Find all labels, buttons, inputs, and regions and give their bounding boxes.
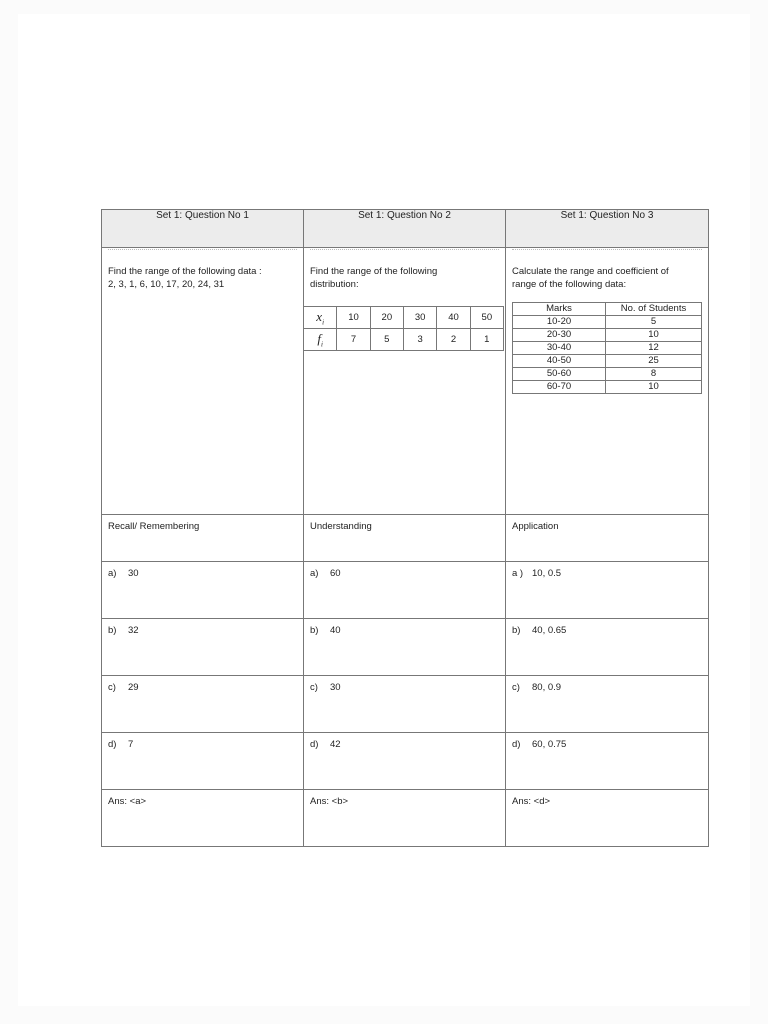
answer-row xyxy=(102,790,709,847)
students-cell: 12 xyxy=(606,342,702,355)
students-cell: 25 xyxy=(606,355,702,368)
option-cell xyxy=(102,676,304,733)
option-value: 10, 0.5 xyxy=(532,568,562,579)
x-value: 40 xyxy=(437,307,470,329)
option-letter: d) xyxy=(310,739,319,750)
students-cell: 10 xyxy=(606,329,702,342)
header-q3: Set 1: Question No 3 xyxy=(506,210,709,248)
level-q1 xyxy=(102,515,304,562)
option-cell xyxy=(304,619,506,676)
marks-header-row xyxy=(513,303,702,316)
option-cell xyxy=(304,562,506,619)
option-value: 80, 0.9 xyxy=(532,682,562,693)
f-value: 7 xyxy=(337,329,370,351)
header-q2: Set 1: Question No 2 xyxy=(304,210,506,248)
marks-cell: 40-50 xyxy=(513,355,606,368)
header-row xyxy=(102,210,709,248)
option-value: 7 xyxy=(128,739,134,750)
x-label: $x_i$ xyxy=(304,307,337,329)
option-value: 30 xyxy=(330,682,341,693)
marks-row xyxy=(513,368,702,381)
f-value: 3 xyxy=(403,329,436,351)
option-cell xyxy=(506,676,709,733)
marks-row xyxy=(513,381,702,394)
marks-cell: 60-70 xyxy=(513,381,606,394)
option-value: 60 xyxy=(330,568,341,579)
question-1-line2: 2, 3, 1, 6, 10, 17, 20, 24, 31 xyxy=(108,279,225,290)
f-label: $f_i$ xyxy=(304,329,337,351)
level-label: Understanding xyxy=(310,521,372,532)
answer-text: Ans: <a> xyxy=(108,796,147,807)
marks-row xyxy=(513,316,702,329)
option-value: 40, 0.65 xyxy=(532,625,567,636)
header-q1: Set 1: Question No 1 xyxy=(102,210,304,248)
question-2-line2: distribution: xyxy=(310,279,359,290)
marks-table xyxy=(512,302,702,394)
option-letter: c) xyxy=(512,682,520,693)
option-row-a xyxy=(102,562,709,619)
option-row-b xyxy=(102,619,709,676)
option-cell xyxy=(102,733,304,790)
students-cell: 5 xyxy=(606,316,702,329)
students-col-header: No. of Students xyxy=(606,303,702,316)
option-value: 40 xyxy=(330,625,341,636)
distribution-table xyxy=(303,306,504,351)
marks-cell: 30-40 xyxy=(513,342,606,355)
marks-row xyxy=(513,342,702,355)
f-value: 1 xyxy=(470,329,503,351)
level-q3 xyxy=(506,515,709,562)
x-value: 10 xyxy=(337,307,370,329)
question-3-line1: Calculate the range and coefficient of xyxy=(512,266,669,277)
option-row-c xyxy=(102,676,709,733)
option-value: 30 xyxy=(128,568,139,579)
option-cell xyxy=(506,619,709,676)
option-letter: a) xyxy=(310,568,319,579)
answer-cell xyxy=(506,790,709,847)
option-value: 42 xyxy=(330,739,341,750)
marks-cell: 50-60 xyxy=(513,368,606,381)
option-cell xyxy=(304,733,506,790)
marks-row xyxy=(513,329,702,342)
option-cell xyxy=(304,676,506,733)
marks-cell: 20-30 xyxy=(513,329,606,342)
level-row xyxy=(102,515,709,562)
option-value: 29 xyxy=(128,682,139,693)
x-row xyxy=(304,307,504,329)
question-row xyxy=(102,248,709,515)
option-letter: b) xyxy=(108,625,117,636)
x-value: 30 xyxy=(403,307,436,329)
option-letter: b) xyxy=(310,625,319,636)
option-letter: d) xyxy=(512,739,521,750)
option-cell xyxy=(506,733,709,790)
students-cell: 10 xyxy=(606,381,702,394)
question-1-line1: Find the range of the following data : xyxy=(108,266,262,277)
question-2-line1: Find the range of the following xyxy=(310,266,438,277)
option-value: 60, 0.75 xyxy=(532,739,567,750)
option-letter: c) xyxy=(310,682,318,693)
option-value: 32 xyxy=(128,625,139,636)
option-letter: a) xyxy=(108,568,117,579)
option-cell xyxy=(102,619,304,676)
answer-text: Ans: <d> xyxy=(512,796,551,807)
option-row-d xyxy=(102,733,709,790)
f-value: 5 xyxy=(370,329,403,351)
option-letter: c) xyxy=(108,682,116,693)
marks-cell: 10-20 xyxy=(513,316,606,329)
students-cell: 8 xyxy=(606,368,702,381)
option-letter: a ) xyxy=(512,568,524,579)
f-value: 2 xyxy=(437,329,470,351)
option-cell xyxy=(102,562,304,619)
x-value: 50 xyxy=(470,307,503,329)
option-letter: b) xyxy=(512,625,521,636)
level-label: Application xyxy=(512,521,559,532)
marks-row xyxy=(513,355,702,368)
level-q2 xyxy=(304,515,506,562)
question-2-cell xyxy=(304,248,506,515)
marks-col-header: Marks xyxy=(513,303,606,316)
question-table xyxy=(101,209,709,847)
answer-cell xyxy=(304,790,506,847)
answer-text: Ans: <b> xyxy=(310,796,349,807)
x-value: 20 xyxy=(370,307,403,329)
option-letter: d) xyxy=(108,739,117,750)
question-3-line2: range of the following data: xyxy=(512,279,627,290)
question-1-cell xyxy=(102,248,304,515)
level-label: Recall/ Remembering xyxy=(108,521,200,532)
f-row xyxy=(304,329,504,351)
answer-cell xyxy=(102,790,304,847)
question-3-cell xyxy=(506,248,709,515)
option-cell xyxy=(506,562,709,619)
